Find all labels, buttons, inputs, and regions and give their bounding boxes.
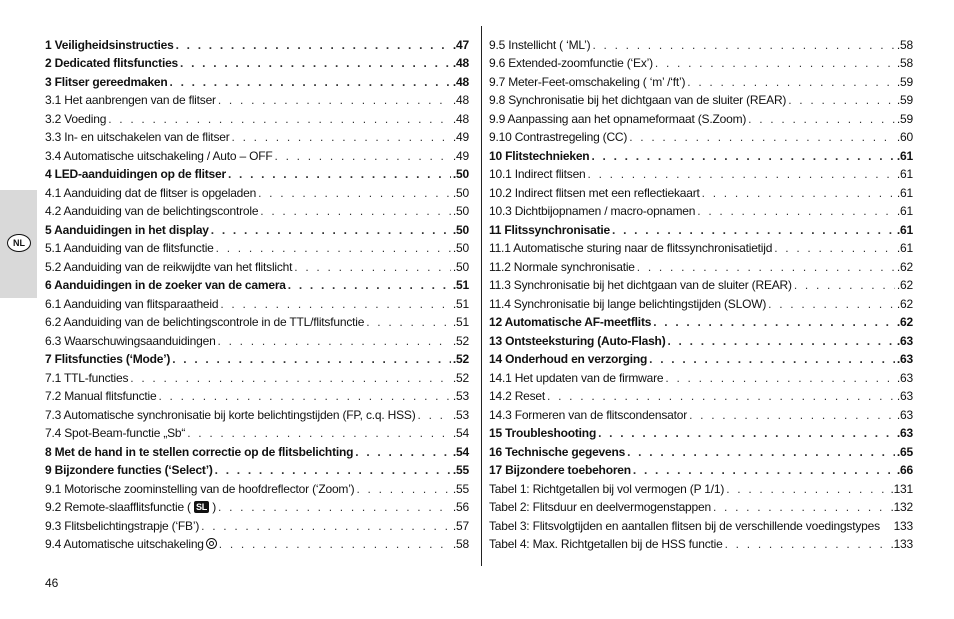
toc-entry[interactable] [489,366,913,385]
toc-leader-dots [220,297,451,311]
toc-entry-page: .61 [896,222,913,237]
toc-leader-dots [356,482,450,496]
toc-leader-dots [219,537,451,551]
toc-entry-title [489,149,589,163]
toc-entry-title [489,75,685,89]
toc-leader-dots [201,519,451,533]
toc-entry[interactable] [489,52,913,71]
toc-leader-dots [697,204,895,218]
toc-entry-title [489,241,772,255]
toc-entry-page: .59 [896,74,913,89]
toc-entry-title [45,315,364,329]
toc-entry-title-text: 4.2 Aanduiding van de belichtingscontrole [45,204,259,218]
toc-entry-title [489,389,545,403]
toc-entry[interactable] [45,496,469,515]
toc-entry-page: .52 [452,370,469,385]
toc-entry[interactable] [45,144,469,163]
toc-entry-title-text: 10 Flitstechnieken [489,148,590,163]
toc-entry-page: .52 [452,352,469,366]
toc-entry-title-text: 5.1 Aanduiding van de flitsfunctie [45,241,214,255]
toc-entry-title [45,482,354,496]
toc-entry[interactable] [45,274,469,293]
toc-leader-dots [418,408,451,422]
toc-entry-title [45,408,416,422]
toc-entry[interactable] [489,348,913,367]
toc-entry[interactable] [489,200,913,219]
toc-entry-title-text: 4.1 Aanduiding dat de flitser is opgeladen [45,185,257,200]
toc-leader-dots [794,278,895,292]
toc-entry[interactable] [489,459,913,478]
toc-entry-title [45,297,218,311]
toc-entry-title [489,334,665,348]
toc-leader-dots [598,426,895,440]
auto-off-icon [206,538,217,549]
toc-entry-title [489,371,663,385]
toc-entry-page: .61 [896,185,913,200]
toc-entry-page: .63 [896,407,913,422]
toc-entry-title-text: 9.5 Instellicht ( ‘ML’) [489,37,591,52]
toc-entry-title [489,463,631,477]
toc-entry-page: .61 [896,241,913,255]
toc-entry-title-text: 9.2 Remote-slaafflitsfunctie ( [45,500,191,514]
toc-entry-page: .50 [452,222,469,237]
toc-leader-dots [355,445,451,459]
toc-entry-page: .66 [896,463,913,477]
toc-entry-page: .131 [890,481,913,496]
toc-entry-page: .57 [452,518,469,533]
toc-entry-title [489,297,766,311]
toc-entry[interactable] [489,311,913,330]
toc-entry[interactable] [489,126,913,145]
toc-leader-dots [130,371,451,385]
toc-entry-title-text: 10.3 Dichtbijopnamen / macro-opnamen [489,204,696,218]
toc-entry-page: .62 [896,315,913,329]
toc-entry-title-text: Tabel 1: Richtgetallen bij vol vermogen (P 1/1) [489,481,725,496]
toc-leader-dots [228,167,451,181]
toc-entry-title-text: 16 Technische gegevens [489,444,626,459]
toc-leader-dots [627,445,895,459]
toc-entry[interactable] [45,403,469,422]
toc-entry-title-text: 9.10 Contrastregeling (CC) [489,130,628,144]
toc-entry[interactable] [45,329,469,348]
toc-entry-title-text: 11.4 Synchronisatie bij lange belichtingstijden (SLOW) [489,296,767,311]
toc-entry-title-text: 1 Veiligheidsinstructies [45,37,174,52]
toc-entry-page: .47 [452,37,469,52]
toc-leader-dots [215,463,451,477]
toc-leader-dots [637,260,895,274]
toc-leader-dots [172,352,451,366]
toc-entry-page: .48 [452,93,469,107]
toc-entry-page: .49 [452,148,469,163]
toc-leader-dots [294,260,451,274]
toc-entry-title [45,260,292,274]
toc-entry-title-text: 4 LED-aanduidingen op de flitser [45,167,226,181]
toc-entry-title [45,204,258,218]
toc-entry-title [45,334,216,348]
toc-entry-title-text: 17 Bijzondere toebehoren [489,463,631,477]
toc-entry[interactable] [489,70,913,89]
toc-entry-title-text: 3.2 Voeding [45,111,107,126]
toc-leader-dots [218,500,451,514]
toc-entry[interactable] [489,89,913,108]
toc-entry-page: .55 [452,463,469,477]
toc-entry-page: .51 [452,278,469,292]
toc-leader-dots [216,241,451,255]
toc-entry-page: .58 [452,537,469,551]
toc-entry-page: .50 [452,259,469,274]
toc-entry[interactable] [489,292,913,311]
toc-leader-dots [633,463,895,477]
toc-entry-title [45,389,156,403]
toc-entry-title-text: 9.7 Meter-Feet-omschakeling ( ‘m’ /‘ft’) [489,74,686,89]
toc-entry-title-text: 15 Troubleshooting [489,426,597,440]
toc-entry-title [45,463,213,477]
toc-leader-dots [725,537,889,551]
toc-entry-title [489,93,786,107]
toc-entry[interactable] [45,200,469,219]
toc-entry-title [489,426,596,440]
toc-entry[interactable] [489,440,913,459]
toc-entry[interactable] [489,144,913,163]
toc-entry-page: .51 [452,296,469,311]
toc-entry-page: .58 [896,56,913,70]
toc-entry-title-text: 7.2 Manual flitsfunctie [45,389,157,403]
toc-entry-page: .65 [896,444,913,459]
toc-entry[interactable] [45,533,469,552]
toc-leader-dots [768,297,895,311]
toc-entry-title [489,500,711,514]
toc-entry-title-text: 11.1 Automatische sturing naar de flitssynchronisatietijd [489,241,773,255]
page-number: 46 [45,576,59,590]
toc-entry[interactable] [489,422,913,441]
toc-leader-dots [629,130,895,144]
toc-entry-page: .48 [452,56,469,70]
toc-leader-dots [260,204,451,218]
toc-entry-title [45,75,168,89]
toc-entry[interactable] [45,311,469,330]
toc-entry-page: .63 [896,333,913,348]
toc-entry-title-text: Tabel 2: Flitsduur en deelvermogenstappen [489,500,711,514]
toc-leader-dots [288,278,451,292]
toc-entry[interactable] [45,366,469,385]
toc-leader-dots [176,38,451,52]
toc-entry[interactable] [489,218,913,237]
toc-entry[interactable] [489,533,913,552]
toc-entry-title-text: 6.1 Aanduiding van flitsparaatheid [45,296,219,311]
toc-entry-title-text: 3 Flitser gereedmaken [45,74,168,89]
toc-entry-title-text: 6 Aanduidingen in de zoeker van de camera [45,278,286,292]
toc-entry[interactable] [489,496,913,515]
toc-leader-dots [170,75,451,89]
toc-entry[interactable] [45,477,469,496]
toc-entry-page: .61 [896,148,913,163]
toc-entry-title-text: 3.3 In- en uitschakelen van de flitser [45,130,230,144]
toc-entry-page: .133 [890,537,913,551]
toc-entry[interactable] [489,163,913,182]
toc-leader-dots [187,426,451,440]
toc-entry-title [489,167,586,181]
toc-entry-title-text: 6.3 Waarschuwingsaanduidingen [45,333,216,348]
toc-leader-dots [653,315,895,329]
toc-entry-page: .53 [452,389,469,403]
toc-entry-title-text: 14.1 Het updaten van de firmware [489,370,664,385]
toc-entry[interactable] [489,514,913,533]
toc-entry-title [489,445,625,459]
toc-entry-page: .132 [890,500,913,514]
toc-entry[interactable] [489,274,913,293]
toc-entry-page: .50 [452,185,469,200]
toc-entry-title-text: 11 Flitssynchronisatie [489,222,610,237]
toc-entry-title-text: 11.3 Synchronisatie bij het dichtgaan van de sluiter (REAR) [489,278,792,292]
toc-entry[interactable] [45,514,469,533]
toc-entry-title-text: 9.4 Automatische uitschakeling [45,537,204,551]
toc-entry-title [45,149,273,163]
toc-entry-page: .51 [452,315,469,329]
toc-entry-title-text: 9.8 Synchronisatie bij het dichtgaan van de sluiter (REAR) [489,93,787,107]
toc-entry-title [489,278,792,292]
toc-entry-title-text: Tabel 3: Flitsvolgtijden en aantallen flitsen bij de verschillende voedingstypes [489,518,880,533]
toc-entry-title-text: 14.2 Reset [489,389,546,403]
toc-entry-page: .50 [452,167,469,181]
toc-leader-dots [689,408,895,422]
toc-entry[interactable] [45,33,469,52]
toc-entry[interactable] [489,237,913,256]
toc-leader-dots [180,56,451,70]
toc-leader-dots [592,38,894,52]
toc-entry-page: .58 [896,37,913,52]
toc-entry-page: .48 [452,111,469,126]
toc-entry-page: .50 [452,241,469,255]
slave-mode-icon: SL [196,502,208,512]
toc-entry[interactable] [489,181,913,200]
toc-entry-title-text: 13 Ontsteeksturing (Auto-Flash) [489,333,666,348]
toc-entry-title-text: 7 Flitsfuncties (‘Mode’) [45,352,171,366]
toc-entry-title-text: 14.3 Formeren van de flitscondensator [489,407,688,422]
toc-entry-title [45,445,353,459]
toc-leader-dots [612,223,895,237]
toc-leader-dots [702,186,895,200]
toc-entry-page: .55 [452,481,469,496]
toc-entry-title [45,223,209,237]
toc-entry-title [489,482,724,496]
toc-entry[interactable] [45,292,469,311]
toc-entry[interactable] [489,477,913,496]
toc-leader-dots [655,56,895,70]
toc-entry-page: .49 [452,130,469,144]
toc-leader-dots [108,112,451,126]
toc-entry-title [489,38,590,52]
toc-leader-dots [158,389,450,403]
toc-entry-page: .56 [452,500,469,514]
toc-entry-title-text: 14 Onderhoud en verzorging [489,352,648,366]
toc-entry-title [489,204,695,218]
toc-entry-title-text: 10.2 Indirect flitsen met een reflectiekaart [489,185,700,200]
toc-entry-title [489,352,647,366]
toc-entry-page: .54 [452,426,469,440]
toc-entry-title [489,223,610,237]
toc-entry-title [45,426,185,440]
toc-entry[interactable] [45,422,469,441]
toc-leader-dots [547,389,895,403]
toc-entry-title [489,315,651,329]
toc-entry-title-text: 7.3 Automatische synchronisatie bij korte belichtingstijden (FP, c.q. HSS) [45,407,416,422]
toc-entry-title [45,241,214,255]
toc-entry-title [489,408,687,422]
toc-entry[interactable] [45,126,469,145]
toc-leader-dots [788,93,895,107]
toc-entry-title [45,519,199,533]
toc-entry[interactable] [45,255,469,274]
toc-entry-page: .53 [452,407,469,422]
toc-right-column [489,33,913,551]
toc-entry[interactable] [45,385,469,404]
toc-entry-title [45,56,178,70]
toc-entry-title-text: 9.3 Flitsbelichtingstrapje (‘FB’) [45,518,200,533]
toc-leader-dots [665,371,895,385]
toc-entry[interactable] [45,52,469,71]
toc-entry[interactable] [489,33,913,52]
toc-entry-title-text: 12 Automatische AF-meetflits [489,315,652,329]
toc-entry-page: .63 [896,352,913,366]
toc-entry[interactable] [489,255,913,274]
toc-entry-title [45,167,226,181]
toc-entry-page: .54 [452,444,469,459]
toc-entry-title-text: 5.2 Aanduiding van de reikwijdte van het flitslicht [45,259,293,274]
language-badge: NL [7,234,31,252]
toc-entry-title-text: 11.2 Normale synchronisatie [489,259,635,274]
toc-entry[interactable] [45,440,469,459]
toc-entry[interactable] [45,348,469,367]
toc-entry[interactable] [45,218,469,237]
toc-leader-dots [726,482,888,496]
toc-entry-title [45,537,217,551]
toc-entry-title-text: 8 Met de hand in te stellen correctie op de flitsbelichting [45,444,354,459]
toc-entry-title [489,112,746,126]
toc-entry[interactable] [45,163,469,182]
toc-entry[interactable] [45,181,469,200]
toc-leader-dots [218,93,451,107]
toc-entry-page: .62 [896,278,913,292]
toc-entry-title-text: 9.1 Motorische zoominstelling van de hoofdreflector (‘Zoom’) [45,481,355,496]
toc-entry[interactable] [45,237,469,256]
column-divider [481,26,482,566]
toc-entry-title-text: 5 Aanduidingen in het display [45,222,209,237]
toc-entry-page: .63 [896,389,913,403]
toc-leader-dots [591,149,894,163]
toc-entry-page: .59 [896,93,913,107]
toc-entry[interactable] [45,89,469,108]
toc-entry-page: .48 [452,74,469,89]
toc-entry[interactable] [45,459,469,478]
toc-entry-title [45,352,170,366]
toc-entry-title [489,519,880,533]
toc-entry-page: .62 [896,259,913,274]
toc-entry-title-text: 3.1 Het aanbrengen van de flitser [45,93,216,107]
toc-entry-title-text: 9 Bijzondere functies (‘Select’) [45,463,213,477]
toc-entry-title-text: 9.6 Extended-zoomfunctie (‘Ex’) [489,56,653,70]
toc-entry-title-text: 2 Dedicated flitsfuncties [45,56,179,70]
toc-entry-title [489,260,635,274]
toc-entry-title-text: 9.9 Aanpassing aan het opnameformaat (S.Zoom) [489,111,747,126]
toc-leader-dots [748,112,895,126]
toc-leader-dots [232,130,451,144]
toc-entry-title [45,186,256,200]
toc-entry-page: .63 [896,370,913,385]
toc-entry-page: .61 [896,204,913,218]
toc-entry-title-suffix: ) [212,500,217,514]
toc-entry-page: .52 [452,333,469,348]
toc-leader-dots [366,315,451,329]
toc-entry[interactable] [45,70,469,89]
toc-leader-dots [774,241,895,255]
toc-entry[interactable] [489,107,913,126]
toc-leader-dots [275,149,451,163]
toc-entry-title [489,537,723,551]
toc-entry-title [489,130,627,144]
toc-leader-dots [649,352,895,366]
toc-entry-page: .50 [452,204,469,218]
toc-leader-dots [218,334,451,348]
toc-leader-dots [713,500,888,514]
toc-entry-page: .61 [896,167,913,181]
toc-entry-title [45,112,106,126]
toc-entry-page: .62 [896,296,913,311]
toc-entry-title [489,56,653,70]
toc-entry[interactable] [489,385,913,404]
toc-entry-page: .60 [896,130,913,144]
toc-entry[interactable] [489,329,913,348]
toc-entry-title [489,186,700,200]
toc-entry-page: .63 [896,426,913,440]
toc-entry-title-text: 6.2 Aanduiding van de belichtingscontrole in de TTL/flitsfunctie [45,315,365,329]
toc-entry-title-text: 7.1 TTL-functies [45,370,129,385]
toc-entry-page: .59 [896,111,913,126]
toc-entry-title-text: Tabel 4: Max. Richtgetallen bij de HSS functie [489,537,723,551]
toc-entry-title [45,38,174,52]
toc-entry[interactable] [489,403,913,422]
toc-leader-dots [211,223,451,237]
toc-entry[interactable] [45,107,469,126]
toc-entry-title-text: 10.1 Indirect flitsen [489,167,586,181]
toc-entry-title-text: 7.4 Spot-Beam-functie „Sb“ [45,426,186,440]
toc-leader-dots [588,167,895,181]
toc-leader-dots [258,186,451,200]
toc-entry-title [45,500,216,514]
toc-entry-title-text: 3.4 Automatische uitschakeling / Auto – OFF [45,148,273,163]
toc-entry-title [45,93,216,107]
toc-entry-title [45,130,230,144]
toc-entry-title [45,371,128,385]
toc-entry-page: 133 [893,518,913,533]
toc-entry-title [45,278,286,292]
toc-left-column [45,33,469,551]
toc-leader-dots [687,75,895,89]
toc-leader-dots [667,334,894,348]
